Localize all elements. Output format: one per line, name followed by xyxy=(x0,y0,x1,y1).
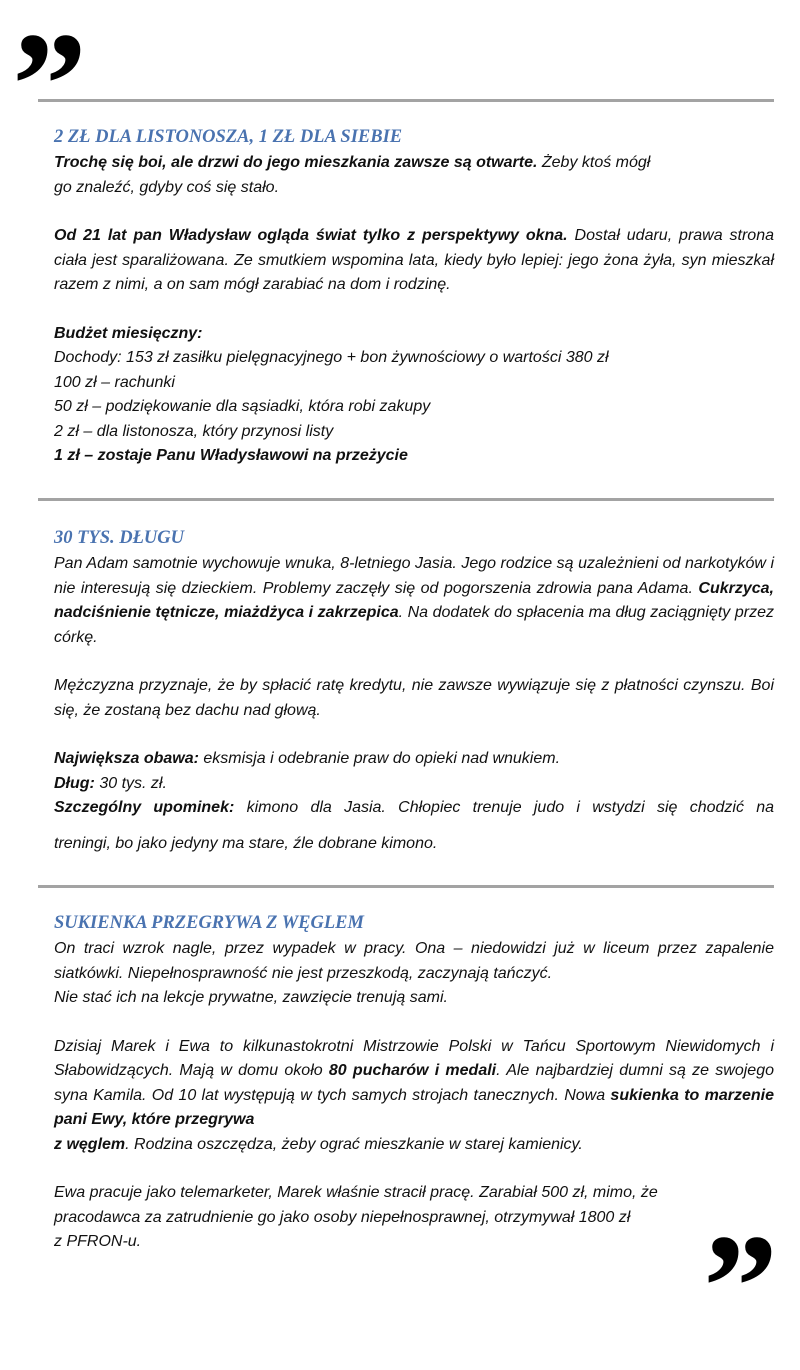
trophies-count: 80 pucharów i medali xyxy=(328,1062,497,1079)
section-sukienka xyxy=(54,911,774,1255)
intro-bold: Trochę się boi, ale drzwi do jego mieszkania zawsze są otwarte. xyxy=(54,154,538,171)
story-paragraph xyxy=(54,552,774,650)
intro-rest: Żeby ktoś mógł xyxy=(537,154,651,171)
section-title: 30 TYS. DŁUGU xyxy=(54,528,185,548)
budget-heading: Budżet miesięczny: xyxy=(54,324,203,342)
story-text: Dostał udaru, prawa strona ciała jest sparaliżowana. Ze smutkiem wspomina lata, kiedy było lepiej: jego żona żyła, syn mieszkał razem z nimi, a on sam mógł zarabiać na dom i rodzinę. xyxy=(54,227,775,293)
debt-line xyxy=(54,772,774,797)
work-line: pracodawca za zatrudnienie go jako osoby niepełnosprawnej, otrzymywał 1800 zł xyxy=(54,1208,631,1226)
gift-line xyxy=(54,796,774,821)
work-paragraph xyxy=(54,1181,774,1255)
story-lead: Od 21 lat pan Władysław ogląda świat tylko z perspektywy okna. xyxy=(54,227,568,244)
rent-paragraph: Mężczyzna przyznaje, że by spłacić ratę kredytu, nie zawsze wywiązuje się z płatności czynszu. Boi się, że zostaną bez dachu nad głową. xyxy=(54,677,774,719)
champions-text: Dzisiaj Marek i Ewa to kilkunastokrotni Mistrzowie Polski w Tańcu Sportowym Niewidomych i Słabowidzących. Mają w domu około xyxy=(54,1037,774,1079)
story-paragraph: On traci wzrok nagle, przez wypadek w pracy. Ona – niedowidzi już w liceum przez zapalenie siatkówki. Niepełnosprawność nie jest przeszkodą, zaczynają tańczyć. xyxy=(54,940,774,982)
section-dlug xyxy=(54,526,774,856)
dress-dream: sukienka to marzenie pani Ewy, które przegrywa xyxy=(54,1086,774,1128)
divider-1 xyxy=(38,498,774,501)
section-listonosz xyxy=(54,125,774,469)
budget-block xyxy=(54,322,774,469)
intro-paragraph xyxy=(54,151,774,200)
section-title: 2 ZŁ DLA LISTONOSZA, 1 ZŁ DLA SIEBIE xyxy=(54,127,403,147)
story-text-end: . Na dodatek do spłacenia ma dług zaciągnięty przez córkę. xyxy=(54,604,774,646)
section-title: SUKIENKA PRZEGRYWA Z WĘGLEM xyxy=(54,913,364,933)
work-line: Ewa pracuje jako telemarketer, Marek właśnie stracił pracę. Zarabiał 500 zł, mimo, że xyxy=(54,1184,658,1201)
work-line: z PFRON-u. xyxy=(54,1233,142,1250)
coal-text: z węglem xyxy=(54,1135,126,1153)
budget-final: 1 zł – zostaje Panu Władysławowi na przeżycie xyxy=(54,447,408,464)
budget-line: Dochody: 153 zł zasiłku pielęgnacyjnego + bon żywnościowy o wartości 380 zł xyxy=(54,349,609,366)
closing-quote-mark: ” xyxy=(703,1204,778,1370)
debt-text: 30 tys. zł. xyxy=(94,774,167,792)
champions-text-2: . Ale najbardziej dumni są ze swojego syna Kamila. Od 10 lat występują w tych samych strojach tanecznych. Nowa xyxy=(54,1062,774,1104)
opening-quote-mark: ” xyxy=(12,2,87,168)
story-line: Nie stać ich na lekcje prywatne, zawzięcie trenują sami. xyxy=(54,989,448,1006)
divider-2 xyxy=(38,885,774,888)
fear-label: Największa obawa: xyxy=(54,750,199,767)
story-paragraph xyxy=(54,224,774,298)
gift-label: Szczególny upominek: xyxy=(54,799,235,816)
champions-paragraph xyxy=(54,1035,774,1158)
champions-text-3: . Rodzina oszczędza, żeby ograć mieszkanie w starej kamienicy. xyxy=(125,1135,583,1153)
budget-line: 50 zł – podziękowanie dla sąsiadki, która robi zakupy xyxy=(54,398,431,415)
divider-top xyxy=(38,99,774,102)
story-text: Pan Adam samotnie wychowuje wnuka, 8-letniego Jasia. Jego rodzice są uzależnieni od narkotyków i nie interesują się dzieckiem. Problemy zaczęły się od pogorszenia zdrowia pana Adama. xyxy=(54,555,774,597)
fear-line xyxy=(54,747,774,772)
gift-text: kimono dla Jasia. Chłopiec trenuje judo i wstydzi się chodzić na xyxy=(234,799,775,816)
illness-list: Cukrzyca, nadciśnienie tętnicze, miażdżyca i zakrzepica xyxy=(54,579,774,621)
budget-line: 2 zł – dla listonosza, który przynosi listy xyxy=(54,422,334,440)
intro-line2: go znaleźć, gdyby coś się stało. xyxy=(54,178,280,196)
gift-line-2: treningi, bo jako jedyny ma stare, źle dobrane kimono. xyxy=(54,834,438,852)
debt-label: Dług: xyxy=(54,774,95,792)
budget-line: 100 zł – rachunki xyxy=(54,373,175,391)
fear-text: eksmisja i odebranie praw do opieki nad wnukiem. xyxy=(198,750,561,767)
